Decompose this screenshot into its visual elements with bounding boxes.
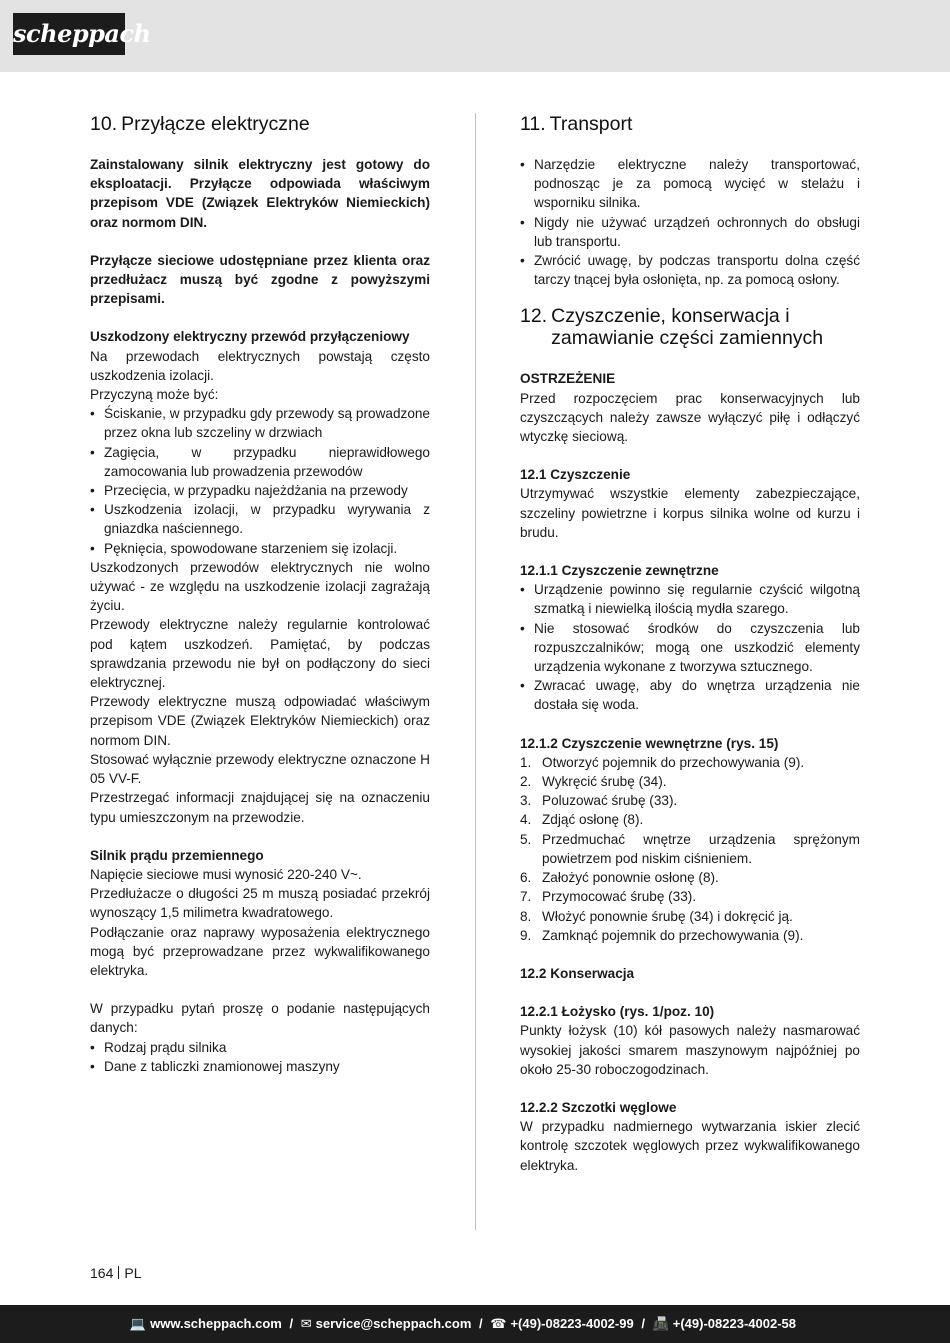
section-number: 11. (520, 113, 546, 135)
section-number: 12. (520, 305, 548, 328)
paragraph-text: Uszkodzonych przewodów elektrycznych nie wolno używać - ze względu na uszkodzenie izolacji zagrażają życiu. (90, 559, 430, 614)
paragraph-text: Przewody elektryczne należy regularnie kontrolować pod kątem uszkodzeń. Pamiętać, by podczas sprawdzania przewodu nie był on podłączony do sieci elektrycznej. (90, 617, 430, 691)
step-item: 9. Zamknąć pojemnik do przechowywania (9). (520, 926, 860, 945)
bullet-icon: • (90, 1058, 95, 1074)
paragraph-text: Przestrzegać informacji znajdującej się na oznaczeniu typu umieszczonym na przewodzie. (90, 790, 430, 825)
website-link[interactable]: www.scheppach.com (150, 1316, 282, 1331)
section-12-heading (520, 305, 860, 349)
step-item: 2. Wykręcić śrubę (34). (520, 772, 860, 791)
bullet-icon: • (520, 157, 525, 172)
list-item: • Dane z tabliczki znamionowej maszyny (90, 1057, 430, 1076)
subsection-heading: 12.1.1 Czyszczenie zewnętrzne (520, 563, 719, 579)
page-separator (118, 1266, 119, 1279)
brand-logo: scheppach (13, 13, 125, 55)
section-number: 10. (90, 113, 118, 135)
bullet-icon: • (90, 406, 95, 422)
bullet-icon: • (520, 620, 525, 636)
page-number-value: 164 (90, 1265, 114, 1281)
fax-icon: 📠 (652, 1316, 669, 1331)
paragraph-text: Podłączanie oraz naprawy wyposażenia elektrycznego mogą być przeprowadzane przez wykwalifikowanego elektryka. (90, 924, 430, 978)
list-item: • Ściskanie, w przypadku gdy przewody są prowadzone przez okna lub szczeliny w drzwiach (90, 404, 430, 442)
internal-cleaning-steps (520, 753, 860, 945)
warning-text: Przed rozpoczęciem prac konserwacyjnych lub czyszczących należy zawsze wyłączyć piłę i odłączyć wtyczkę sieciową. (520, 390, 860, 445)
paragraph-text: Przedłużacze o długości 25 m muszą posiadać przekrój wynoszący 1,5 milimetra kwadratowego. (90, 886, 430, 921)
step-number: 9. (520, 927, 532, 943)
list-item: • Narzędzie elektryczne należy transportować, podnosząc je za pomocą wycięć w stelażu i wsporniku silnika. (520, 155, 860, 213)
step-number: 1. (520, 754, 532, 770)
paragraph-text: Na przewodach elektrycznych powstają często uszkodzenia izolacji. (90, 348, 430, 383)
header-band (0, 0, 950, 72)
language-code: PL (124, 1265, 142, 1281)
section-10-heading (90, 113, 430, 135)
bullet-icon: • (90, 1039, 95, 1055)
column-divider (475, 113, 476, 1230)
step-number: 3. (520, 793, 532, 809)
paragraph-text: Przyczyną może być: (90, 387, 219, 403)
list-item: • Pęknięcia, spowodowane starzeniem się izolacji. (90, 539, 430, 558)
footer-separator: / (641, 1316, 645, 1331)
list-item: • Przecięcia, w przypadku najeżdżania na przewody (90, 481, 430, 500)
step-number: 5. (520, 831, 532, 847)
paragraph-text: Stosować wyłącznie przewody elektryczne oznaczone H 05 VV-F. (90, 751, 430, 787)
paragraph-text: W przypadku nadmiernego wytwarzania iskier zlecić kontrolę szczotek węglowych przez wykwalifikowanego elektryka. (520, 1119, 860, 1173)
list-item: • Nie stosować środków do czyszczenia lub rozpuszczalników; mogą one uszkodzić elementy urządzenia wykonane z tworzywa sztucznego. (520, 619, 860, 677)
paragraph-text: Przewody elektryczne muszą odpowiadać właściwym przepisom VDE (Związek Elektryków Niemieckich) oraz normom DIN. (90, 694, 430, 748)
questions-list (90, 1038, 430, 1076)
step-number: 7. (520, 889, 532, 905)
subsection-heading: 12.2.2 Szczotki węglowe (520, 1099, 677, 1115)
subsection-heading: 12.2.1 Łożysko (rys. 1/poz. 10) (520, 1004, 715, 1020)
left-column (90, 113, 430, 1076)
list-item: • Urządzenie powinno się regularnie czyścić wilgotną szmatką i niewielką ilością mydła szarego. (520, 580, 860, 618)
step-item: 4. Zdjąć osłonę (8). (520, 810, 860, 829)
right-column (520, 113, 860, 1175)
mail-icon: ✉ (300, 1316, 312, 1331)
bullet-icon: • (90, 483, 95, 499)
bullet-icon: • (520, 214, 525, 230)
step-item: 5. Przedmuchać wnętrze urządzenia sprężonym powietrzem pod niskim ciśnieniem. (520, 830, 860, 868)
bullet-icon: • (90, 540, 95, 556)
step-number: 2. (520, 774, 532, 790)
list-item: • Zwracać uwagę, aby do wnętrza urządzenia nie dostała się woda. (520, 676, 860, 714)
phone-icon: ☎ (490, 1316, 507, 1331)
list-item: • Nigdy nie używać urządzeń ochronnych do obsługi lub transportu. (520, 213, 860, 251)
phone-number: +(49)-08223-4002-99 (510, 1316, 634, 1331)
section-11-heading (520, 113, 860, 135)
external-cleaning-list (520, 580, 860, 714)
ac-motor-heading: Silnik prądu przemiennego (90, 847, 264, 863)
paragraph-text: Punkty łożysk (10) kół pasowych należy nasmarować wysokiej jakości smarem maszynowym najpóźniej po około 25-30 roboczogodzinach. (520, 1023, 860, 1077)
bullet-icon: • (520, 253, 525, 269)
step-item: 1. Otworzyć pojemnik do przechowywania (9). (520, 753, 860, 772)
step-item: 8. Włożyć ponownie śrubę (34) i dokręcić ją. (520, 907, 860, 926)
step-number: 6. (520, 870, 532, 886)
email-link[interactable]: service@scheppach.com (315, 1316, 472, 1331)
section-title: Czyszczenie, konserwacja i zamawianie części zamiennych (551, 305, 824, 350)
subsection-heading: 12.1.2 Czyszczenie wewnętrzne (rys. 15) (520, 735, 779, 751)
step-number: 4. (520, 812, 532, 828)
list-item: • Zwrócić uwagę, by podczas transportu dolna część tarczy tnącej była osłonięta, np. za pomocą osłony. (520, 251, 860, 289)
bullet-icon: • (90, 502, 95, 518)
section-title: Transport (549, 113, 633, 135)
section-title: Przyłącze elektryczne (121, 113, 310, 135)
computer-icon: 💻 (129, 1316, 147, 1331)
page-number (90, 1264, 141, 1282)
footer-separator: / (289, 1316, 294, 1331)
bullet-icon: • (520, 678, 525, 694)
step-item: 6. Założyć ponownie osłonę (8). (520, 868, 860, 887)
paragraph-customer: Przyłącze sieciowe udostępniane przez klienta oraz przedłużacz muszą być zgodne z powyższymi przepisami. (90, 252, 430, 307)
warning-label: OSTRZEŻENIE (520, 371, 616, 387)
subsection-heading: 12.1 Czyszczenie (520, 467, 631, 483)
step-number: 8. (520, 908, 532, 924)
footer-band (0, 1305, 950, 1343)
paragraph-install: Zainstalowany silnik elektryczny jest gotowy do eksploatacji. Przyłącze odpowiada właściwym przepisom VDE (Związek Elektryków Niemieckich) oraz normom DIN. (90, 157, 430, 230)
paragraph-text: W przypadku pytań proszę o podanie następujących danych: (90, 1001, 430, 1036)
paragraph-text: Napięcie sieciowe musi wynosić 220-240 V~. (90, 866, 362, 882)
list-item: • Rodzaj prądu silnika (90, 1038, 430, 1057)
bullet-icon: • (90, 444, 95, 460)
damaged-cable-heading: Uszkodzony elektryczny przewód przyłączeniowy (90, 329, 410, 345)
paragraph-text: Utrzymywać wszystkie elementy zabezpieczające, szczeliny powietrzne i korpus silnika wolne od kurzu i brudu. (520, 486, 860, 540)
step-item: 7. Przymocować śrubę (33). (520, 887, 860, 906)
step-item: 3. Poluzować śrubę (33). (520, 791, 860, 810)
footer-separator: / (479, 1316, 483, 1331)
list-item: • Zagięcia, w przypadku nieprawidłowego zamocowania lub prowadzenia przewodów (90, 443, 430, 481)
subsection-heading: 12.2 Konserwacja (520, 965, 635, 981)
fax-number: +(49)-08223-4002-58 (672, 1316, 796, 1331)
list-item: • Uszkodzenia izolacji, w przypadku wyrywania z gniazdka naściennego. (90, 500, 430, 538)
transport-list (520, 155, 860, 289)
bullet-icon: • (520, 582, 525, 598)
causes-list (90, 404, 430, 558)
